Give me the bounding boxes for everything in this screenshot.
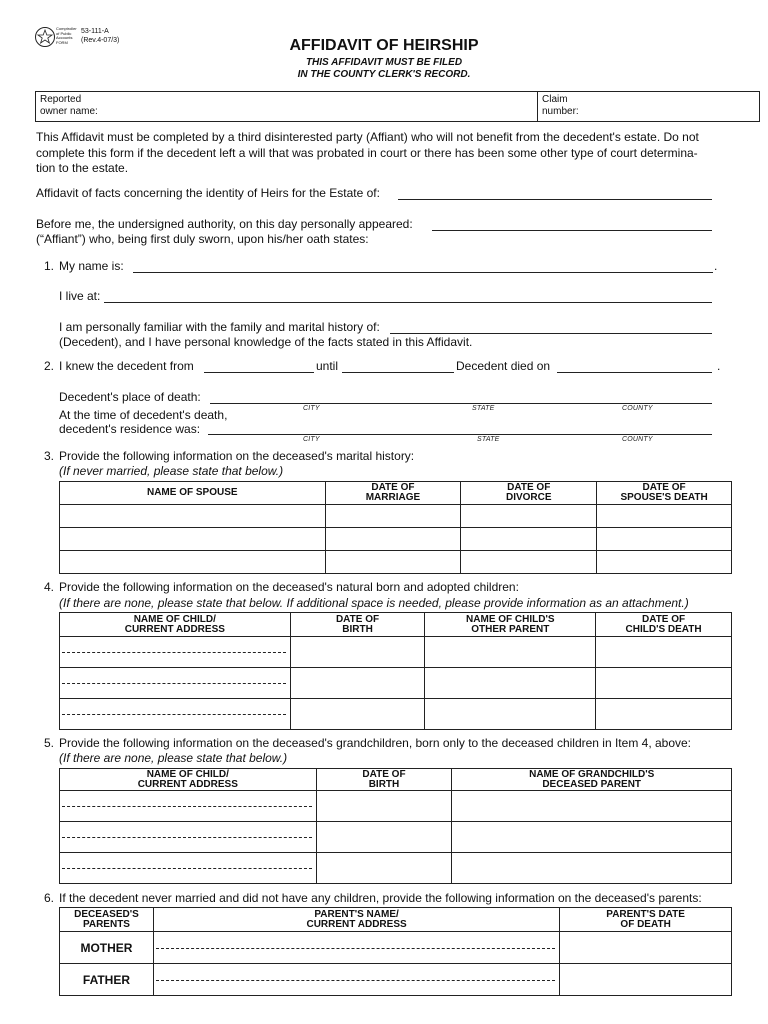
grandchildren-table	[59, 768, 732, 884]
table-row	[60, 505, 732, 528]
child-name-address-cell[interactable]	[60, 637, 291, 668]
residence-field[interactable]	[208, 434, 712, 435]
page-subtitle: THIS AFFIDAVIT MUST BE FILED IN THE COUNTY CLERK'S RECORD.	[297, 57, 471, 80]
claim-number-label: Claim number:	[542, 94, 579, 117]
table-row	[60, 964, 732, 996]
agency-name: Comptroller of Public Accounts FORM	[56, 26, 77, 45]
affiant-name-field[interactable]	[432, 230, 712, 231]
gc-birth-cell[interactable]	[316, 853, 452, 884]
col-gc-name-address: NAME OF CHILD/ CURRENT ADDRESS	[60, 769, 317, 791]
table-row	[60, 668, 732, 699]
other-parent-cell[interactable]	[425, 668, 596, 699]
residence-state-caption: STATE	[477, 436, 500, 443]
child-birth-cell[interactable]	[290, 668, 425, 699]
residence-county-caption: COUNTY	[622, 436, 653, 443]
marriage-date-cell[interactable]	[325, 505, 461, 528]
spouse-name-cell[interactable]	[60, 528, 326, 551]
col-gc-deceased-parent: NAME OF GRANDCHILD'S DECEASED PARENT	[452, 769, 732, 791]
oath-statement: (“Affiant”) who, being first duly sworn, upon his/her oath states:	[36, 232, 369, 246]
claim-number-field[interactable]	[596, 94, 754, 118]
item6-number: 6.	[44, 891, 55, 905]
child-name-address-cell[interactable]	[60, 668, 291, 699]
other-parent-cell[interactable]	[425, 699, 596, 730]
box-divider	[537, 92, 538, 121]
child-birth-cell[interactable]	[290, 637, 425, 668]
mother-death-cell[interactable]	[560, 932, 732, 964]
place-of-death-field[interactable]	[210, 403, 712, 404]
table-row	[60, 822, 732, 853]
table-row	[60, 551, 732, 574]
gc-parent-cell[interactable]	[452, 853, 732, 884]
owner-claim-box	[35, 91, 760, 122]
until-label: until	[316, 359, 339, 373]
live-at-label: I live at:	[59, 289, 101, 303]
col-date-divorce: DATE OF DIVORCE	[461, 482, 597, 505]
item4-text: Provide the following information on the deceased's natural born and adopted children:	[59, 580, 519, 594]
place-state-caption: STATE	[472, 405, 495, 412]
item4-note: (If there are none, please state that below. If additional space is needed, please provide information as an attachment.)	[59, 596, 689, 610]
residence-label: At the time of decedent's death, decedent's residence was:	[59, 408, 228, 436]
child-death-cell[interactable]	[596, 699, 732, 730]
child-birth-cell[interactable]	[290, 699, 425, 730]
place-county-caption: COUNTY	[622, 405, 653, 412]
spouse-name-cell[interactable]	[60, 551, 326, 574]
gc-parent-cell[interactable]	[452, 791, 732, 822]
died-on-end: .	[717, 359, 721, 373]
divorce-date-cell[interactable]	[461, 505, 597, 528]
father-name-address-cell[interactable]	[153, 964, 559, 996]
marriage-date-cell[interactable]	[325, 551, 461, 574]
parents-table	[59, 907, 732, 996]
item3-text: Provide the following information on the deceased's marital history:	[59, 449, 415, 463]
estate-of-field[interactable]	[398, 199, 712, 200]
table-row	[60, 853, 732, 884]
residence-city-caption: CITY	[303, 436, 320, 443]
item3-number: 3.	[44, 449, 55, 463]
marital-history-table	[59, 481, 732, 574]
my-name-end: .	[714, 259, 718, 273]
appeared-label: Before me, the undersigned authority, on this day personally appeared:	[36, 217, 413, 231]
child-death-cell[interactable]	[596, 637, 732, 668]
reported-owner-label: Reported owner name:	[40, 94, 98, 117]
col-parent-name-address: PARENT'S NAME/ CURRENT ADDRESS	[153, 908, 559, 932]
spouse-name-cell[interactable]	[60, 505, 326, 528]
page-title: AFFIDAVIT OF HEIRSHIP	[289, 37, 479, 54]
col-deceased-parents: DECEASED'S PARENTS	[60, 908, 154, 932]
spouse-death-cell[interactable]	[597, 505, 732, 528]
died-on-label: Decedent died on	[456, 359, 551, 373]
col-child-birth: DATE OF BIRTH	[290, 613, 425, 637]
gc-name-address-cell[interactable]	[60, 853, 317, 884]
decedent-name-field[interactable]	[390, 333, 712, 334]
mother-name-address-cell[interactable]	[153, 932, 559, 964]
gc-birth-cell[interactable]	[316, 791, 452, 822]
other-parent-cell[interactable]	[425, 637, 596, 668]
table-row	[60, 791, 732, 822]
col-date-spouse-death: DATE OF SPOUSE'S DEATH	[597, 482, 732, 505]
died-on-field[interactable]	[557, 372, 712, 373]
mother-label: MOTHER	[60, 932, 154, 964]
my-name-label: My name is:	[59, 259, 124, 273]
item1-number: 1.	[44, 259, 55, 273]
child-death-cell[interactable]	[596, 668, 732, 699]
item5-number: 5.	[44, 736, 55, 750]
place-of-death-label: Decedent's place of death:	[59, 390, 201, 404]
gc-birth-cell[interactable]	[316, 822, 452, 853]
reported-owner-field[interactable]	[146, 94, 536, 118]
item2-number: 2.	[44, 359, 55, 373]
knew-until-field[interactable]	[342, 372, 454, 373]
familiar-label: I am personally familiar with the family and marital history of:	[59, 320, 380, 334]
estate-of-label: Affidavit of facts concerning the identity of Heirs for the Estate of:	[36, 186, 380, 200]
item5-note: (If there are none, please state that below.)	[59, 751, 288, 765]
col-parent-death: PARENT'S DATE OF DEATH	[560, 908, 732, 932]
child-name-address-cell[interactable]	[60, 699, 291, 730]
father-label: FATHER	[60, 964, 154, 996]
form-number: 53-111-A (Rev.4-07/3)	[81, 28, 120, 44]
table-row	[60, 528, 732, 551]
col-child-name-address: NAME OF CHILD/ CURRENT ADDRESS	[60, 613, 291, 637]
children-table	[59, 612, 732, 730]
live-at-field[interactable]	[104, 302, 712, 303]
col-other-parent: NAME OF CHILD'S OTHER PARENT	[425, 613, 596, 637]
divorce-date-cell[interactable]	[461, 528, 597, 551]
familiar-statement: (Decedent), and I have personal knowledge of the facts stated in this Affidavit.	[59, 335, 473, 349]
knew-from-label: I knew the decedent from	[59, 359, 194, 373]
spouse-death-cell[interactable]	[597, 528, 732, 551]
spouse-death-cell[interactable]	[597, 551, 732, 574]
my-name-field[interactable]	[133, 272, 713, 273]
gc-name-address-cell[interactable]	[60, 791, 317, 822]
table-row	[60, 699, 732, 730]
marriage-date-cell[interactable]	[325, 528, 461, 551]
gc-name-address-cell[interactable]	[60, 822, 317, 853]
divorce-date-cell[interactable]	[461, 551, 597, 574]
item3-note: (If never married, please state that below.)	[59, 464, 284, 478]
table-row	[60, 932, 732, 964]
item5-text: Provide the following information on the deceased's grandchildren, born only to the deceased children in Item 4, above:	[59, 736, 692, 750]
item4-number: 4.	[44, 580, 55, 594]
col-gc-birth: DATE OF BIRTH	[316, 769, 452, 791]
father-death-cell[interactable]	[560, 964, 732, 996]
intro-paragraph: This Affidavit must be completed by a third disinterested party (Affiant) who will not benefit from the decedent's estate. Do not complete this form if the decedent left a will that was probated in court or there has been some other type of court determina- tion to the estate.	[36, 130, 699, 175]
place-city-caption: CITY	[303, 405, 320, 412]
table-row	[60, 637, 732, 668]
col-child-death: DATE OF CHILD'S DEATH	[596, 613, 732, 637]
knew-from-field[interactable]	[204, 372, 314, 373]
gc-parent-cell[interactable]	[452, 822, 732, 853]
col-spouse-name: NAME OF SPOUSE	[60, 482, 326, 505]
item6-text: If the decedent never married and did not have any children, provide the following information on the deceased's parents:	[59, 891, 702, 905]
col-date-marriage: DATE OF MARRIAGE	[325, 482, 461, 505]
